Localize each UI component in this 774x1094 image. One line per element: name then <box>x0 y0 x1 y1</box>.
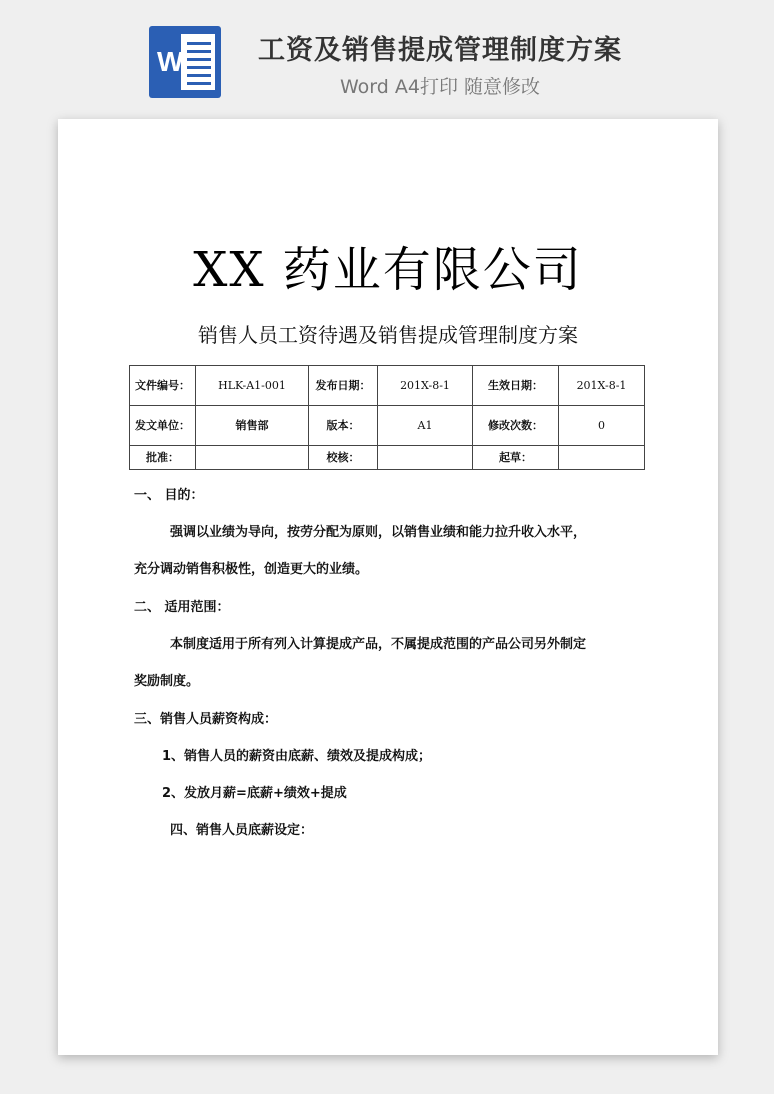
section-2-heading: 二、 适用范围： <box>134 600 230 615</box>
section-2-paragraph-line-1: 本制度适用于所有列入计算提成产品，不属提成范围的产品公司另外制定 <box>170 637 587 652</box>
section-1-heading: 一、 目的： <box>134 488 204 503</box>
header-subtitle: Word A4打印 随意修改 <box>339 76 540 98</box>
section-2-paragraph-line-2: 奖励制度。 <box>134 674 200 689</box>
table-cell <box>196 446 309 470</box>
table-cell: 0 <box>559 406 645 446</box>
table-cell: 生效日期： <box>473 366 559 406</box>
company-name: XX 药业有限公司 <box>193 242 583 298</box>
table-cell: A1 <box>378 406 473 446</box>
table-cell: 销售部 <box>196 406 309 446</box>
section-4-heading: 四、销售人员底薪设定： <box>170 823 314 838</box>
table-cell: 201X-8-1 <box>559 366 645 406</box>
table-cell: 批准： <box>130 446 196 470</box>
table-row <box>130 406 645 446</box>
table-cell: HLK-A1-001 <box>196 366 309 406</box>
section-3-heading: 三、销售人员薪资构成： <box>134 712 278 727</box>
document-page <box>58 119 718 1055</box>
section-1-paragraph-line-1: 强调以业绩为导向，按劳分配为原则，以销售业绩和能力拉升收入水平， <box>170 525 587 540</box>
page-header <box>0 0 774 110</box>
section-3-item-1: 1、销售人员的薪资由底薪、绩效及提成构成； <box>162 749 432 764</box>
table-cell <box>559 446 645 470</box>
word-icon-letter: W <box>157 46 184 77</box>
table-row <box>130 366 645 406</box>
document-info-table <box>129 365 645 470</box>
table-cell: 版本： <box>309 406 378 446</box>
table-row <box>130 446 645 470</box>
document-title: 销售人员工资待遇及销售提成管理制度方案 <box>198 323 578 347</box>
table-cell <box>378 446 473 470</box>
word-document-icon <box>149 26 221 98</box>
word-icon-page <box>181 34 215 90</box>
table-cell: 校核： <box>309 446 378 470</box>
section-1-paragraph-line-2: 充分调动销售积极性，创造更大的业绩。 <box>134 562 369 577</box>
table-cell: 修改次数： <box>473 406 559 446</box>
table-cell: 发文单位： <box>130 406 196 446</box>
table-cell: 发布日期： <box>309 366 378 406</box>
section-3-item-2: 2、发放月薪=底薪+绩效+提成 <box>162 786 347 801</box>
table-cell: 201X-8-1 <box>378 366 473 406</box>
table-cell: 文件编号： <box>130 366 196 406</box>
header-title: 工资及销售提成管理制度方案 <box>258 35 622 66</box>
table-cell: 起草： <box>473 446 559 470</box>
